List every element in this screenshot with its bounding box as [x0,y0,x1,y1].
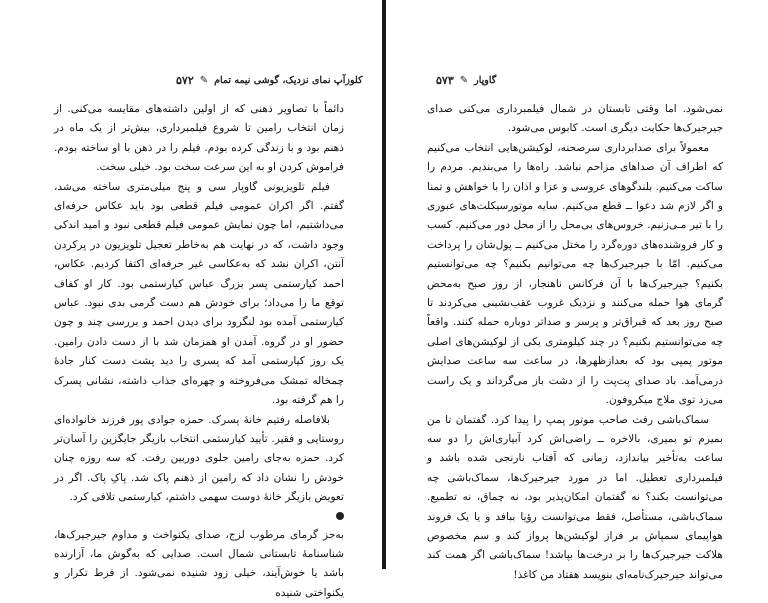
right-running-title: گاوپار [474,74,497,86]
left-page [0,0,382,599]
section-separator [54,508,344,526]
paragraph: فیلم تلویزیونی گاوپار سی و پنج میلی‌متری ساخته می‌شد، گفتم. اگر اکران عمومی فیلم قطعی بود باید عکاس حرفه‌ای می‌داشتیم، اما چون نمایش عمومی فیلم قطعی نبود و امید اندکی وجود داشت، که در نهایت هم به‌خاطر تعجیل تلویزیون در پرکردن آنتن، اکران نشد که به‌عکاسی غیر حرفه‌ای اکتفا کردیم. عکاس، احمد کیارستمی پسر بزرگ عباس کیارستمی بود. کار او کفاف توقع ما را می‌داد؛ برای خودش هم دست گرمی بدی نبود. عباس کیارستمی آمده بود لنگرود برای دیدن احمد و بررسی چند و چون حضور او در گروه. آمدن او همزمان شد با از دست دادن رامین. یک روز کیارستمی آمد که پسری را دید پشت دست کنار جادهٔ چمخاله تمشک می‌فروخته و چهره‌ای جذاب داشته، نشانی پسرک را هم گرفته بود. [54,180,344,407]
paragraph: دائماً با تصاویر ذهنی که از اولین داشته‌های مقایسه می‌کنی. از زمان انتخاب رامین تا شروع فیلمبرداری، بیش‌تر از یک ماه در ذهنم بود و با زندگی کرده بودم. فیلم را در ذهن با او ساخته بودم. فراموش کردن او به این سرعت سخت بود. خیلی سخت. [54,103,344,174]
paragraph: معمولاً برای صدابرداری سرصحنه، لوکیشن‌هایی انتخاب می‌کنیم که اطراف آن صداهای مزاحم نباشد. راه‌ها را می‌بندیم. مردم را ساکت می‌کنیم. بلندگوهای عروسی و عزا و اذان را با خواهش و تمنا و اگر لازم شد دعوا ــ قطع می‌کنیم. سایه موتورسیکلت‌های عبوری را با تیر مـی‌زنیم. خروس‌های بی‌محل را از محل دور می‌کنیم. کسب و کار فروشنده‌های دوره‌گرد را مختل می‌کنیم ــ پول‌شان را پرداخت می‌کنیم. امّا با جیرجیرک‌ها چه می‌توانیم بکنیم؟ چه می‌توانستیم بکنیم؟ جیرجیرک‌ها با آن فرکانس ناهنجار، از روز صبح به‌محض گرمای هوا حمله می‌کنند و نزدیک غروب عقب‌نشینی می‌کردند تا صبح روز بعد که قبراق‌تر و پرسر و صداتر دوباره حمله کنند. واقعاً چه می‌توانستیم بکنیم؟ در چند کیلومتری یکی از لوکیشن‌های اصلی موتور پمپی بود که بعدازظهرها، در ساعت سه ساعت صدایش درمی‌آمد. باد صدای پت‌پت را از دشت باز می‌گرداند و یک راست می‌زد توی ملاج میکروفون. [427,141,723,407]
right-page-number: ۵۷۳ [436,73,454,87]
separator-dot-icon [336,512,344,520]
right-page-header [436,72,496,88]
left-page-header [176,72,363,88]
paragraph: نمی‌شود. اما وقتی تابستان در شمال فیلمبرداری می‌کنی صدای جیرجیرک‌ها حکایت دیگری است. کابوس می‌شود. [427,103,723,135]
right-page [386,0,768,581]
left-running-title: کلوزآپ نمای نزدیک، گوشی نیمه تمام [214,74,363,86]
left-page-number: ۵۷۲ [176,73,194,87]
pen-ornament-icon: ✎ [199,74,209,86]
left-page-body [54,100,344,603]
paragraph: به‌جز گرمای مرطوب لزج، صدای یکنواخت و مداوم جیرجیرک‌ها، شناسنامهٔ تابستانی شمال است. صدایی که به‌گوش ما، آزارنده باشد یا خوش‌آیند، خیلی زود شنیده نمی‌شود. از فرط تکرار و یکنواختی شنیده [54,528,344,599]
paragraph: بلافاصله رفتیم خانهٔ پسرک. حمزه جوادی پور فرزند خانواده‌ای روستایی و فقیر. تأیید کیارستمی انتخاب بازیگر جایگزین را آسان‌تر کرد. حمزه به‌جای رامین جلوی دوربین رفت. که سه روزه چنان خودش را نشان داد که رامین از ذهنم پاک شد. پاکِ پاک. اگر در تعویض بازیگر خانهٔ دوست سهمی داشتم، کیارستمی تلافی کرد. [54,413,344,504]
paragraph: سماک‌باشی رفت صاحب موتور پمپ را پیدا کرد. گفتمان تا من بمیرم تو بمیری، بالاخره ــ راضی‌اش کرد آبیاری‌اش را دو سه ساعت به‌تأخیر بیاندازد، زمانی که آفتاب نارنجی شده باشد و فیلمبرداری تعطیل. اما در مورد جیرجیرک‌ها، سماک‌باشی چه می‌توانست بکند؟ نه گفتمان امکان‌پذیر بود، نه چماق، نه تطمیع. سماک‌باشی، مستأصل، فقط می‌توانست رؤیا ببافد و یا یک فروند هواپیمای سمپاش بر فراز لوکیشن‌ها پرواز کند و سم مخصوص هلاکت جیرجیرک‌ها را بر درخت‌ها بپاشد! سماک‌باشی اگر همت کند می‌تواند جیرجیرک‌نامه‌ای بنویسد هفتاد من کاغذ! [427,413,723,581]
pen-ornament-icon: ✎ [459,74,469,86]
right-page-body [427,100,723,585]
